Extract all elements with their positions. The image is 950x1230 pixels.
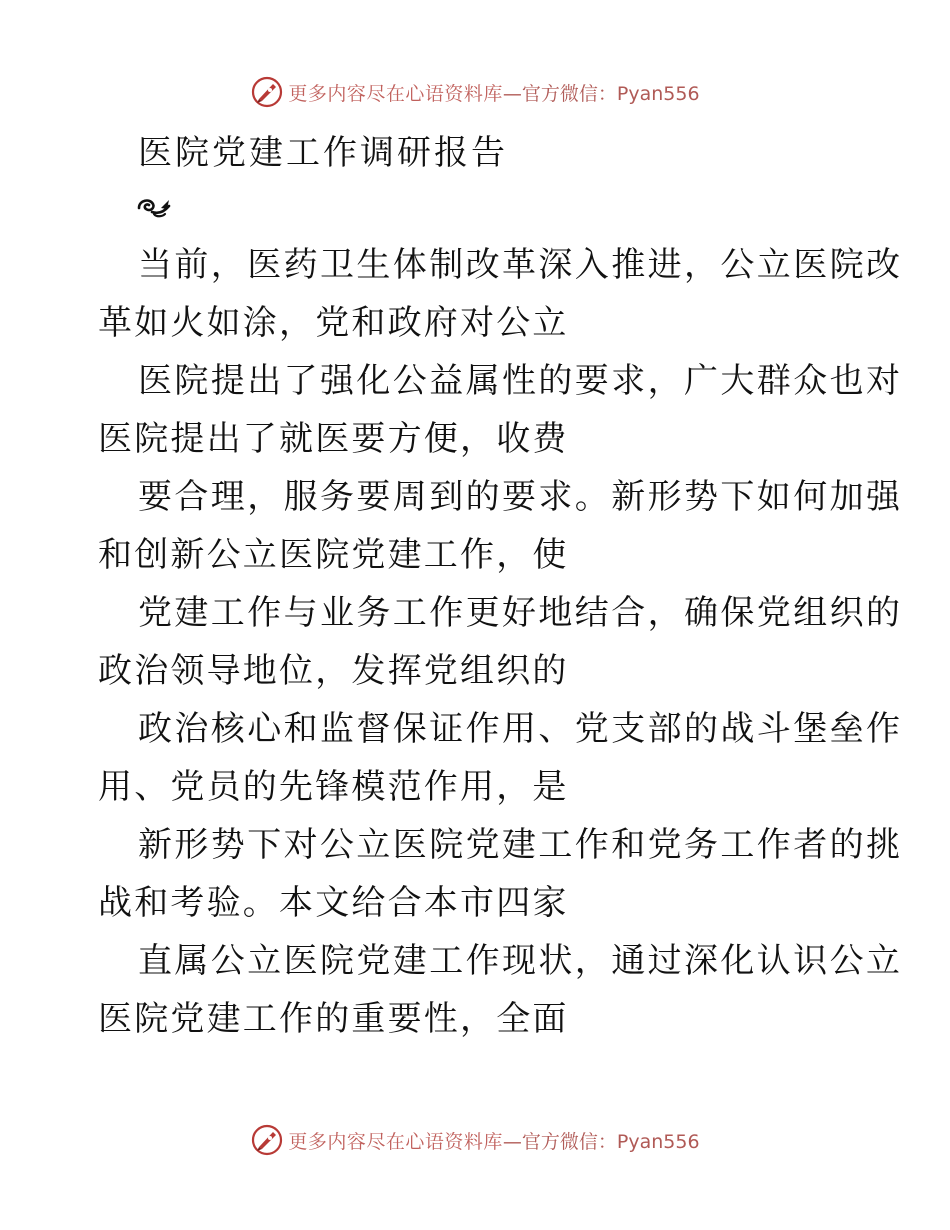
paragraph: [98, 816, 903, 932]
paragraph-line: 当前，医药卫生体制改革深入推进，公立医院改: [138, 245, 903, 285]
paragraph: [98, 236, 903, 352]
pen-logo-icon: [250, 1123, 284, 1157]
watermark-header: [0, 72, 950, 112]
watermark-suffix-text: —官方微信：Pyan556: [502, 82, 700, 105]
watermark-prefix-text: 更多内容尽在心语资料库: [288, 82, 503, 105]
paragraph: [98, 352, 903, 468]
watermark-prefix-text: 更多内容尽在心语资料库: [288, 1130, 503, 1153]
paragraph-line: 医院提出了就医要方便，收费: [98, 419, 569, 459]
paragraph-line: 用、党员的先锋模范作用，是: [98, 767, 569, 807]
watermark-suffix-text: —官方微信：Pyan556: [502, 1130, 700, 1153]
paragraph: [98, 700, 903, 816]
pen-logo-icon: [250, 75, 284, 109]
document-body: [98, 236, 903, 1048]
paragraph: [98, 468, 903, 584]
paragraph-line: 政治领导地位，发挥党组织的: [98, 651, 569, 691]
fleuron-ornament-icon: [136, 194, 172, 220]
paragraph-line: 医院提出了强化公益属性的要求，广大群众也对: [138, 361, 903, 401]
paragraph-line: 直属公立医院党建工作现状，通过深化认识公立: [138, 941, 903, 981]
paragraph-line: 和创新公立医院党建工作，使: [98, 535, 569, 575]
paragraph-line: 战和考验。本文给合本市四家: [98, 883, 569, 923]
paragraph-line: 新形势下对公立医院党建工作和党务工作者的挑: [138, 825, 903, 865]
watermark-footer: [0, 1120, 950, 1160]
document-title: 医院党建工作调研报告: [138, 133, 508, 173]
paragraph-line: 医院党建工作的重要性，全面: [98, 999, 569, 1039]
paragraph: [98, 584, 903, 700]
paragraph-line: 党建工作与业务工作更好地结合，确保党组织的: [138, 593, 903, 633]
paragraph: [98, 932, 903, 1048]
paragraph-line: 要合理，服务要周到的要求。新形势下如何加强: [138, 477, 903, 517]
paragraph-line: 政治核心和监督保证作用、党支部的战斗堡垒作: [138, 709, 903, 749]
paragraph-line: 革如火如涂，党和政府对公立: [98, 303, 569, 343]
